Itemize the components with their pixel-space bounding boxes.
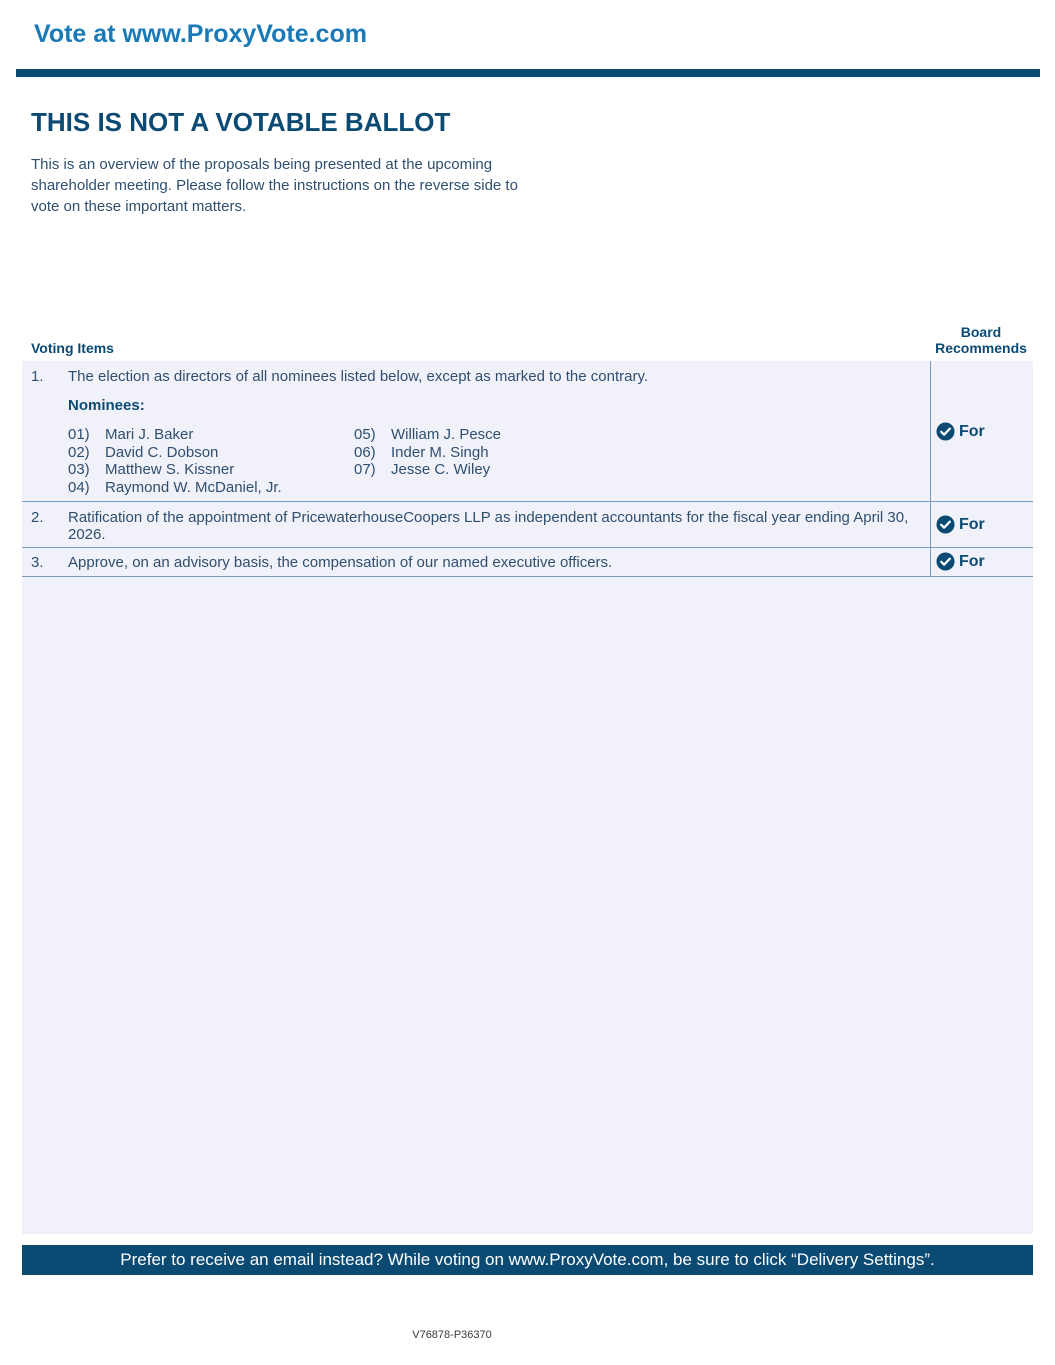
voting-items-panel (22, 361, 1033, 1234)
check-circle-icon (936, 515, 955, 534)
voting-item-2 (22, 502, 1033, 548)
recommendation-label: For (959, 515, 985, 533)
nominees-label: Nominees: (68, 397, 145, 414)
board-recommends-header-line2: Recommends (935, 340, 1027, 356)
header-divider (16, 69, 1040, 77)
recommendation-label: For (959, 422, 985, 440)
recommendation-cell (930, 548, 1034, 576)
item-text: Approve, on an advisory basis, the compensation of our named executive officers. (68, 554, 613, 571)
recommendation-cell (930, 502, 1034, 547)
nominee: 02) David C. Dobson (68, 443, 219, 461)
recommendation-label: For (959, 552, 985, 570)
nominee: 05) William J. Pesce (354, 426, 502, 443)
nominees-column-left (68, 426, 282, 496)
voting-items-header: Voting Items (31, 340, 114, 356)
check-circle-icon (936, 422, 955, 441)
notice-body: This is an overview of the proposals being presented at the upcoming shareholder meeting. Please follow the instructions on the reverse side to vote on these important matters. (31, 156, 518, 215)
item-text: The election as directors of all nominees listed below, except as marked to the contrary. (68, 368, 649, 385)
document-code: V76878-P36370 (412, 1329, 492, 1341)
nominee: 04) Raymond W. McDaniel, Jr. (68, 478, 282, 496)
item-number: 3. (31, 554, 44, 571)
nominee: 01) Mari J. Baker (68, 426, 194, 443)
nominees-column-right (354, 426, 501, 479)
notice-title: THIS IS NOT A VOTABLE BALLOT (31, 107, 451, 137)
board-recommends-header (925, 324, 1037, 356)
item-text: Ratification of the appointment of PricewaterhouseCoopers LLP as independent accountants for the fiscal year ending April 30, 2026. (68, 509, 909, 543)
check-circle-icon (936, 552, 955, 571)
item-number: 2. (31, 509, 44, 526)
header-title[interactable]: Vote at www.ProxyVote.com (34, 20, 367, 48)
nominee: 03) Matthew S. Kissner (68, 461, 235, 478)
board-recommends-header-line1: Board (960, 324, 1002, 340)
item-number: 1. (31, 368, 44, 385)
recommendation-cell (930, 361, 1034, 501)
voting-item-1 (22, 361, 1033, 502)
nominee: 07) Jesse C. Wiley (354, 461, 491, 478)
voting-item-3 (22, 548, 1033, 577)
delivery-settings-banner: Prefer to receive an email instead? While voting on www.ProxyVote.com, be sure to click “Delivery Settings”. (22, 1245, 1033, 1275)
nominee: 06) Inder M. Singh (354, 443, 489, 461)
